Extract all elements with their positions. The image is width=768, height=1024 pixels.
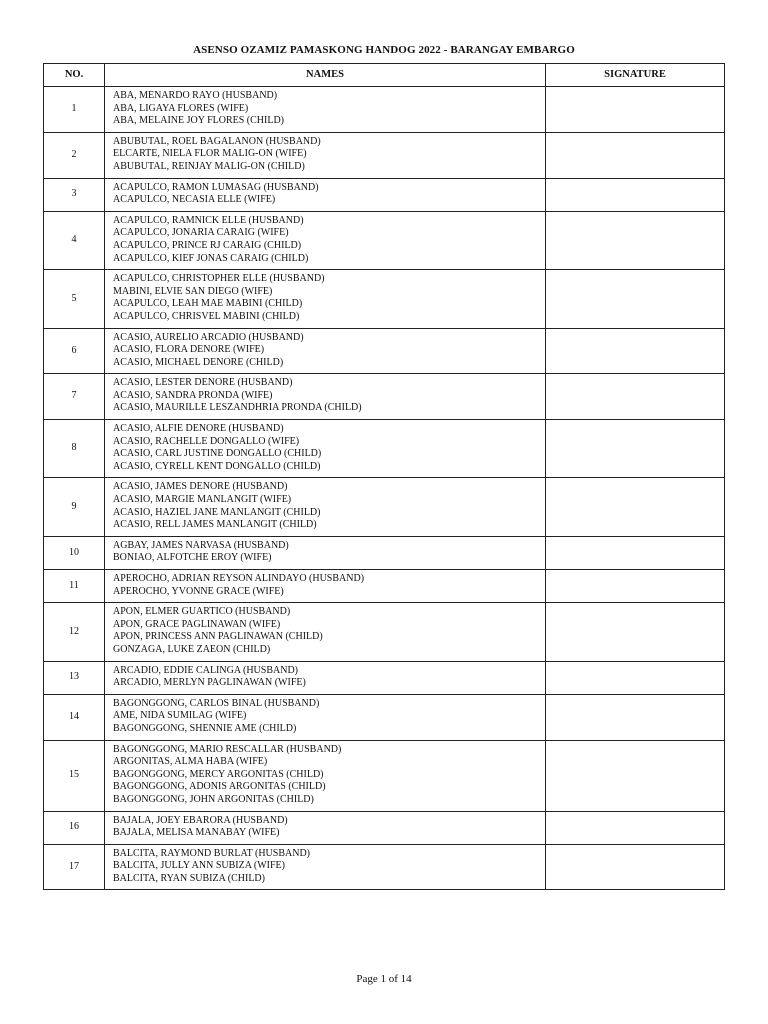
row-number: 17 [44, 844, 105, 890]
names-cell [105, 603, 546, 661]
member-name: ACAPULCO, LEAH MAE MABINI (CHILD) [113, 298, 303, 310]
member-name: BAGONGGONG, CARLOS BINAL (HUSBAND) [113, 697, 320, 709]
row-number: 14 [44, 694, 105, 740]
table-row [44, 661, 725, 694]
table-row [44, 844, 725, 890]
member-name: BONIAO, ALFOTCHE EROY (WIFE) [113, 552, 272, 564]
header-signature: SIGNATURE [546, 64, 725, 87]
signature-cell[interactable] [546, 661, 725, 694]
member-name: APEROCHO, YVONNE GRACE (WIFE) [113, 585, 284, 597]
page-number: Page 1 of 14 [356, 973, 412, 985]
member-name: ACAPULCO, KIEF JONAS CARAIG (CHILD) [113, 252, 309, 264]
signature-cell[interactable] [546, 374, 725, 420]
names-cell [105, 694, 546, 740]
table-row [44, 374, 725, 420]
names-cell [105, 478, 546, 536]
row-number: 4 [44, 211, 105, 269]
member-name: BALCITA, JULLY ANN SUBIZA (WIFE) [113, 860, 285, 872]
row-number: 6 [44, 328, 105, 374]
signature-cell[interactable] [546, 694, 725, 740]
signature-cell[interactable] [546, 740, 725, 811]
member-name: ELCARTE, NIELA FLOR MALIG-ON (WIFE) [113, 148, 307, 160]
signature-cell[interactable] [546, 328, 725, 374]
signature-cell[interactable] [546, 603, 725, 661]
member-name: ACAPULCO, PRINCE RJ CARAIG (CHILD) [113, 239, 302, 251]
signature-cell[interactable] [546, 536, 725, 569]
header-names: NAMES [105, 64, 546, 87]
table-row [44, 87, 725, 133]
member-name: BAGONGGONG, MARIO RESCALLAR (HUSBAND) [113, 743, 342, 755]
table-row [44, 420, 725, 478]
member-name: AGBAY, JAMES NARVASA (HUSBAND) [113, 539, 289, 551]
names-cell [105, 536, 546, 569]
table-body [44, 87, 725, 890]
row-number: 12 [44, 603, 105, 661]
row-number: 8 [44, 420, 105, 478]
beneficiary-table [43, 63, 725, 890]
member-name: APEROCHO, ADRIAN REYSON ALINDAYO (HUSBAND) [113, 573, 365, 584]
member-name: ACAPULCO, CHRISVEL MABINI (CHILD) [113, 310, 300, 322]
member-name: GONZAGA, LUKE ZAEON (CHILD) [113, 643, 271, 655]
signature-cell[interactable] [546, 270, 725, 328]
row-number: 1 [44, 87, 105, 133]
table-row [44, 270, 725, 328]
table-row [44, 694, 725, 740]
table-row [44, 211, 725, 269]
names-cell [105, 844, 546, 890]
member-name: ABA, MELAINE JOY FLORES (CHILD) [113, 115, 285, 127]
member-name: MABINI, ELVIE SAN DIEGO (WIFE) [113, 285, 273, 297]
row-number: 9 [44, 478, 105, 536]
member-name: ACASIO, RELL JAMES MANLANGIT (CHILD) [113, 519, 317, 531]
member-name: ACAPULCO, RAMNICK ELLE (HUSBAND) [113, 214, 304, 226]
signature-cell[interactable] [546, 211, 725, 269]
member-name: BAJALA, JOEY EBARORA (HUSBAND) [113, 814, 288, 826]
names-cell [105, 420, 546, 478]
signature-cell[interactable] [546, 178, 725, 211]
row-number: 16 [44, 811, 105, 844]
member-name: ABA, LIGAYA FLORES (WIFE) [113, 102, 249, 114]
header-no: NO. [44, 64, 105, 87]
table-row [44, 328, 725, 374]
row-number: 10 [44, 536, 105, 569]
member-name: ACASIO, CARL JUSTINE DONGALLO (CHILD) [113, 448, 322, 460]
table-row [44, 478, 725, 536]
table-row [44, 811, 725, 844]
member-name: ACASIO, FLORA DENORE (WIFE) [113, 344, 265, 356]
row-number: 13 [44, 661, 105, 694]
names-cell [105, 87, 546, 133]
table-row [44, 603, 725, 661]
member-name: ACASIO, CYRELL KENT DONGALLO (CHILD) [113, 460, 321, 472]
names-cell [105, 270, 546, 328]
member-name: ACASIO, MICHAEL DENORE (CHILD) [113, 356, 284, 368]
names-cell [105, 328, 546, 374]
member-name: BAGONGGONG, SHENNIE AME (CHILD) [113, 722, 297, 734]
member-name: ABUBUTAL, REINJAY MALIG-ON (CHILD) [113, 160, 305, 172]
member-name: BAGONGGONG, ADONIS ARGONITAS (CHILD) [113, 781, 326, 793]
member-name: APON, GRACE PAGLINAWAN (WIFE) [113, 618, 281, 630]
table-row [44, 178, 725, 211]
table-header-row [44, 64, 725, 87]
names-cell [105, 178, 546, 211]
table-row [44, 132, 725, 178]
row-number: 5 [44, 270, 105, 328]
row-number: 15 [44, 740, 105, 811]
names-cell [105, 570, 546, 603]
member-name: BAGONGGONG, JOHN ARGONITAS (CHILD) [113, 793, 314, 805]
member-name: ACASIO, ALFIE DENORE (HUSBAND) [113, 423, 284, 435]
signature-cell[interactable] [546, 420, 725, 478]
table-row [44, 536, 725, 569]
member-name: ACAPULCO, RAMON LUMASAG (HUSBAND) [113, 181, 319, 193]
row-number: 7 [44, 374, 105, 420]
names-cell [105, 374, 546, 420]
table-row [44, 740, 725, 811]
member-name: ACASIO, HAZIEL JANE MANLANGIT (CHILD) [113, 506, 321, 518]
names-cell [105, 740, 546, 811]
signature-cell[interactable] [546, 132, 725, 178]
member-name: ACAPULCO, NECASIA ELLE (WIFE) [113, 194, 276, 206]
signature-cell[interactable] [546, 570, 725, 603]
member-name: ACAPULCO, CHRISTOPHER ELLE (HUSBAND) [113, 273, 325, 285]
member-name: BAJALA, MELISA MANABAY (WIFE) [113, 827, 280, 839]
signature-cell[interactable] [546, 87, 725, 133]
member-name: ABA, MENARDO RAYO (HUSBAND) [113, 90, 278, 101]
row-number: 2 [44, 132, 105, 178]
row-number: 11 [44, 570, 105, 603]
member-name: ARCADIO, EDDIE CALINGA (HUSBAND) [113, 664, 298, 676]
signature-cell[interactable] [546, 478, 725, 536]
document-title: ASENSO OZAMIZ PAMASKONG HANDOG 2022 - BARANGAY EMBARGO [193, 44, 575, 56]
member-name: ARGONITAS, ALMA HABA (WIFE) [113, 756, 268, 768]
member-name: ACASIO, AURELIO ARCADIO (HUSBAND) [113, 331, 304, 343]
member-name: ACASIO, MARGIE MANLANGIT (WIFE) [113, 494, 292, 506]
member-name: ACAPULCO, JONARIA CARAIG (WIFE) [113, 227, 289, 239]
member-name: ABUBUTAL, ROEL BAGALANON (HUSBAND) [113, 135, 321, 147]
member-name: BALCITA, RAYMOND BURLAT (HUSBAND) [113, 847, 310, 859]
table-row [44, 570, 725, 603]
names-cell [105, 811, 546, 844]
member-name: ACASIO, RACHELLE DONGALLO (WIFE) [113, 435, 300, 447]
member-name: APON, ELMER GUARTICO (HUSBAND) [113, 606, 291, 618]
signature-cell[interactable] [546, 811, 725, 844]
member-name: BAGONGGONG, MERCY ARGONITAS (CHILD) [113, 768, 324, 780]
names-cell [105, 211, 546, 269]
signature-cell[interactable] [546, 844, 725, 890]
member-name: ACASIO, LESTER DENORE (HUSBAND) [113, 377, 293, 389]
member-name: APON, PRINCESS ANN PAGLINAWAN (CHILD) [113, 631, 323, 643]
member-name: ARCADIO, MERLYN PAGLINAWAN (WIFE) [113, 677, 306, 689]
row-number: 3 [44, 178, 105, 211]
member-name: BALCITA, RYAN SUBIZA (CHILD) [113, 872, 265, 884]
member-name: AME, NIDA SUMILAG (WIFE) [113, 710, 247, 722]
names-cell [105, 661, 546, 694]
member-name: ACASIO, MAURILLE LESZANDHRIA PRONDA (CHILD) [113, 402, 362, 414]
member-name: ACASIO, SANDRA PRONDA (WIFE) [113, 389, 273, 401]
member-name: ACASIO, JAMES DENORE (HUSBAND) [113, 481, 288, 493]
names-cell [105, 132, 546, 178]
